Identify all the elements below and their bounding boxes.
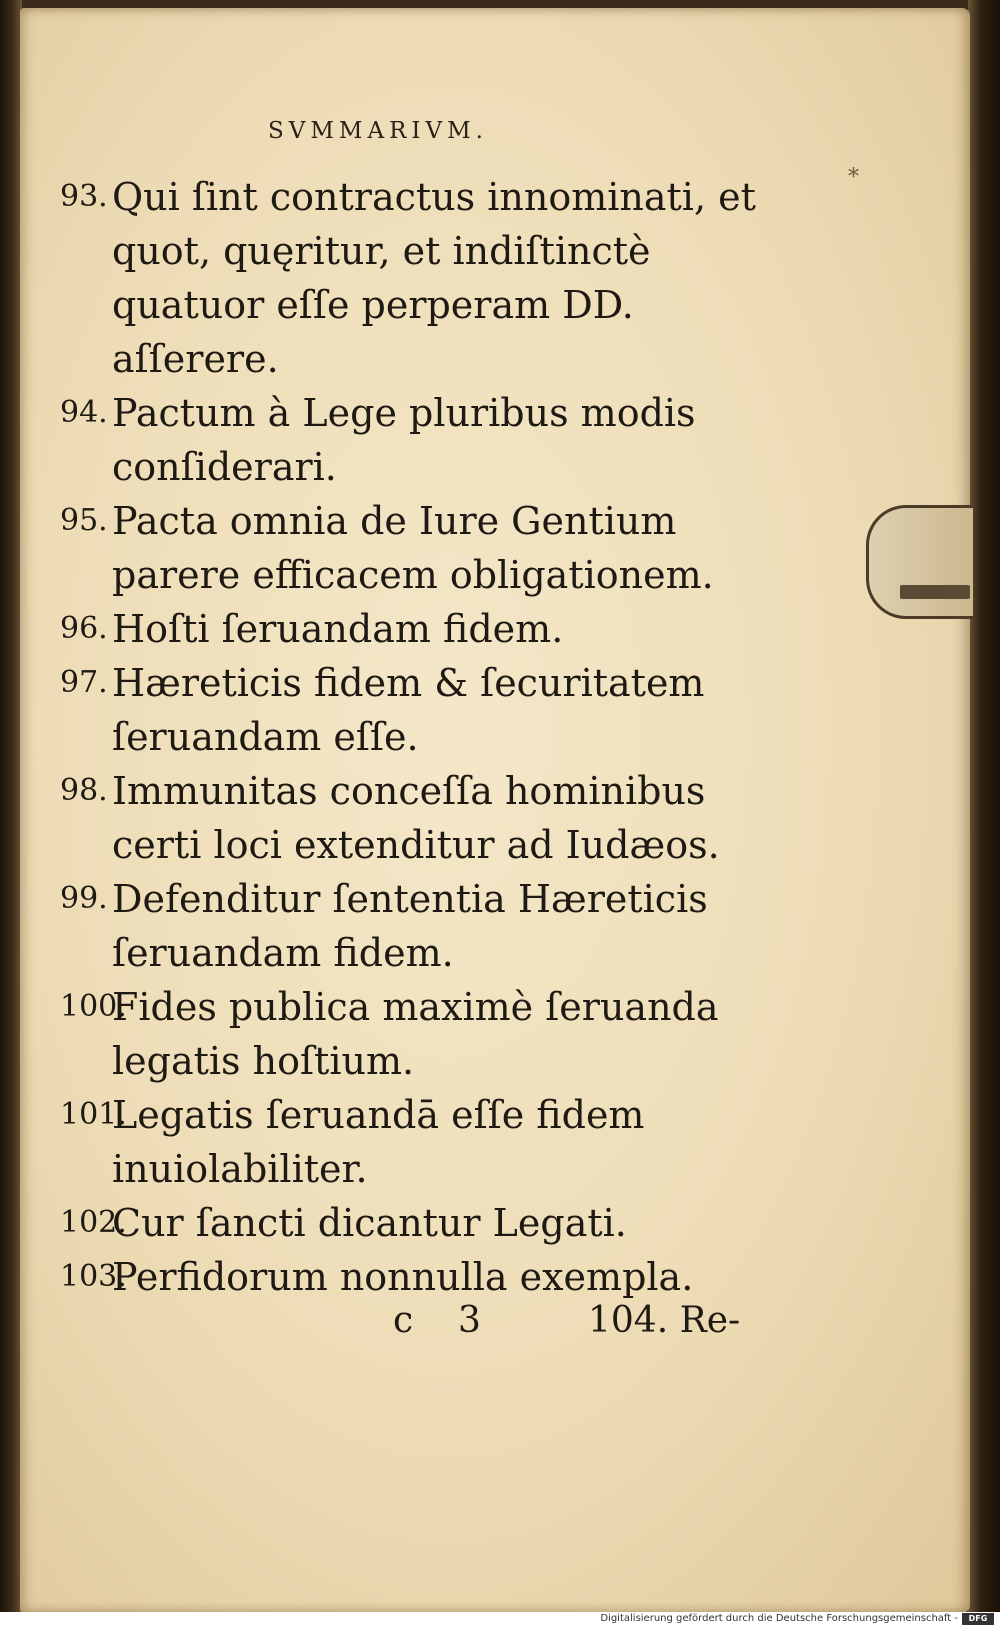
summary-entry: [60, 872, 780, 980]
summary-entries: [60, 170, 780, 1304]
entry-number: 101.: [60, 1097, 127, 1132]
summary-entry: [60, 1250, 780, 1304]
asterisk-icon: *: [848, 165, 859, 190]
summary-entry: [60, 656, 780, 764]
entry-text: Immunitas conceſſa hominibus certi loci extenditur ad Iudæos.: [112, 769, 720, 867]
catchword: 104. Re-: [588, 1300, 741, 1341]
entry-text: Defenditur ſententia Hæreticis ſeruandam fidem.: [112, 877, 708, 975]
summary-entry: [60, 386, 780, 494]
summary-entry: [60, 980, 780, 1088]
signature-number: 3: [458, 1300, 481, 1341]
summary-entry: [60, 1088, 780, 1196]
summary-entry: [60, 170, 780, 386]
entry-text: Pacta omnia de Iure Gentium parere efficacem obligationem.: [112, 499, 714, 597]
entry-number: 102.: [60, 1205, 127, 1240]
entry-number: 95.: [60, 503, 108, 538]
summary-entry: [60, 1196, 780, 1250]
summary-entry: [60, 764, 780, 872]
digitization-bar: [0, 1612, 1000, 1626]
entry-number: 99.: [60, 881, 108, 916]
entry-number: 97.: [60, 665, 108, 700]
entry-number: 94.: [60, 395, 108, 430]
book-left-edge: [0, 0, 22, 1626]
book-right-edge: [968, 0, 1000, 1626]
entry-number: 93.: [60, 179, 108, 214]
signature-mark: c: [393, 1300, 414, 1341]
entry-text: Fides publica maximè ſeruanda legatis hoſtium.: [112, 985, 719, 1083]
entry-number: 100.: [60, 989, 127, 1024]
book-clasp: [866, 505, 973, 619]
entry-text: Legatis ſeruandā eſſe fidem inuiolabiliter.: [112, 1093, 645, 1191]
running-head: SVMMARIVM.: [268, 118, 488, 144]
clasp-strap-bottom: [900, 585, 970, 599]
entry-text: Cur ſancti dicantur Legati.: [112, 1201, 627, 1245]
summary-entry: [60, 602, 780, 656]
entry-text: Hæreticis fidem & ſecuritatem ſeruandam eſſe.: [112, 661, 705, 759]
entry-text: Qui ſint contractus innominati, et quot, quęritur, et indiſtinctè quatuor eſſe perperam DD. aſſerere.: [112, 175, 756, 381]
entry-text: Pactum à Lege pluribus modis conſiderari.: [112, 391, 696, 489]
entry-text: Perfidorum nonnulla exempla.: [112, 1255, 694, 1299]
entry-number: 103.: [60, 1259, 127, 1294]
dfg-logo: DFG: [962, 1613, 994, 1625]
entry-number: 98.: [60, 773, 108, 808]
summary-entry: [60, 494, 780, 602]
entry-number: 96.: [60, 611, 108, 646]
digitization-note: Digitalisierung gefördert durch die Deutsche Forschungsgemeinschaft -: [600, 1613, 958, 1624]
entry-text: Hoſti ſeruandam fidem.: [112, 607, 564, 651]
